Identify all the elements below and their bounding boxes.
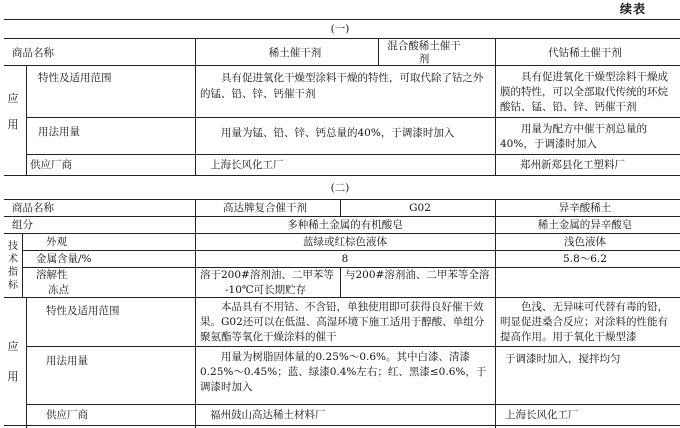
table2-rule	[4, 233, 680, 234]
table1-top-rule	[4, 19, 680, 20]
table2-rule	[22, 250, 680, 251]
table1-row-label: 供应厂商	[30, 159, 72, 171]
table1-vline	[195, 38, 196, 65]
table2-composition-col3: 稀土金属的异辛酸皂	[537, 219, 633, 231]
table2-vline	[495, 199, 496, 428]
table1-row-label: 特性及适用范围	[38, 72, 112, 84]
table1-row2-col3: 用量为配方中催干剂总量的40%，于调漆时加入	[500, 123, 647, 150]
table2-app-label: 应用	[7, 340, 19, 383]
table1-rule	[4, 38, 680, 39]
table2-usage-features-col3: 色浅、无异味可代替有毒的铅，明显促进桑合反应；对涂料的性能有提高作用。用于氧化干燥型漆	[500, 301, 668, 343]
table2-product-1: 高达牌复合催干剂	[223, 202, 307, 214]
table1-row3-col1: 上海长风化工厂	[210, 159, 284, 171]
continuation-label: 续表	[620, 2, 647, 16]
table1-row1-col1: 具有促进氧化干燥型涂料干燥的特性，可取代除了钴之外的锰、铅、锌、钙催干剂	[200, 72, 484, 100]
table1-side-label: 应用	[7, 92, 19, 131]
table1-rule	[26, 117, 680, 118]
table1-rule	[26, 154, 680, 155]
table1-product-2: 混合酸稀土催干剂	[387, 40, 461, 65]
table2-rule	[4, 297, 680, 298]
table2-vline	[26, 297, 27, 428]
table2-vline	[340, 267, 341, 297]
table2-supplier-col1: 福州鼓山高达稀土材料厂	[210, 409, 326, 421]
table2-spec-metal-col3: 5.8～6.2	[563, 253, 607, 265]
table2-usage-label: 用法用量	[46, 355, 88, 367]
table1-rule	[4, 65, 680, 66]
table2-rule	[4, 216, 680, 217]
table2-spec-appearance-col3: 浅色液体	[564, 236, 606, 248]
table2-solubility-right: 与200#溶剂油、二甲苯等全溶	[345, 269, 490, 281]
table2-freezing-left: -10℃可长期贮存	[225, 284, 307, 296]
table2-composition-label: 组分	[12, 219, 33, 231]
table1-bottom-rule	[4, 175, 680, 176]
table1-section-title: (一)	[330, 23, 350, 35]
table1-row2-col1: 用量为锰、铅、锌、钙总量的40%，于调漆时加入	[221, 127, 455, 139]
table1-product-1: 稀土催干剂	[268, 47, 322, 59]
table2-spec-label: 外观	[46, 236, 67, 248]
table2-freezing-label: 冻点	[48, 284, 69, 296]
table2-supplier-col3: 上海长风化工厂	[505, 409, 579, 421]
table2-composition-col1: 多种稀土金属的有机酸皂	[287, 219, 403, 231]
table2-vline	[195, 216, 196, 428]
table2-top-rule	[4, 199, 680, 200]
table2-tech-label: 技术指标	[8, 241, 18, 291]
table1-product-3: 代钴稀土催干剂	[548, 47, 622, 59]
table2-product-3: 异辛酸稀土	[558, 202, 612, 214]
table1-col-header: 商品名称	[12, 47, 54, 59]
table2-spec-appearance-col1: 蓝绿或红棕色液体	[303, 236, 387, 248]
table2-spec-metal-col1: 8	[341, 253, 349, 265]
table2-bottom-rule	[4, 425, 680, 426]
table2-rule	[26, 346, 680, 347]
table2-usage-label: 供应厂商	[46, 409, 88, 421]
table2-product-2: G02	[409, 202, 431, 214]
table2-section-title: (二)	[330, 182, 350, 194]
table1-vline	[195, 65, 196, 175]
table1-vline	[378, 38, 379, 65]
table2-usage-dosage-col1: 用量为树脂固体量的0.25%～0.6%。其中白漆、清漆0.25%～0.45%；蓝、绿漆0.4%左右；红、黑漆≤0.6%，于调漆时加入	[200, 351, 487, 393]
table2-solubility-label: 溶解性	[36, 269, 68, 281]
table2-solubility-left: 溶于200#溶剂油、二甲苯等	[200, 269, 334, 281]
table2-rule	[26, 404, 680, 405]
table2-usage-dosage-col3: 于调漆时加入，搅拌均匀	[505, 353, 621, 365]
table1-row1-col3: 具有促进氧化干燥型涂料干燥成膜的特性，可以全部取代传统的环烷酸钴、锰、铅、锌、钙催干剂	[500, 71, 668, 113]
table2-spec-label: 金属含量/%	[36, 253, 92, 265]
table2-vline	[22, 233, 23, 297]
table1-row3-col3: 郑州新郑县化工塑料厂	[520, 159, 625, 171]
table2-vline	[195, 199, 196, 216]
table2-usage-label: 特性及适用范围	[46, 305, 120, 317]
table1-row-label: 用法用量	[38, 126, 80, 138]
table1-vline	[26, 65, 27, 175]
table2-col-header: 商品名称	[12, 202, 54, 214]
table2-usage-features-col1: 本品具有不用钴、不含铅，单独使用即可获得良好催干效果。G02还可以在低温、高湿环境下施工适用于醇酸、单组分聚氨酯等氧化干燥涂料的催干	[200, 301, 485, 343]
table2-vline	[340, 199, 341, 216]
